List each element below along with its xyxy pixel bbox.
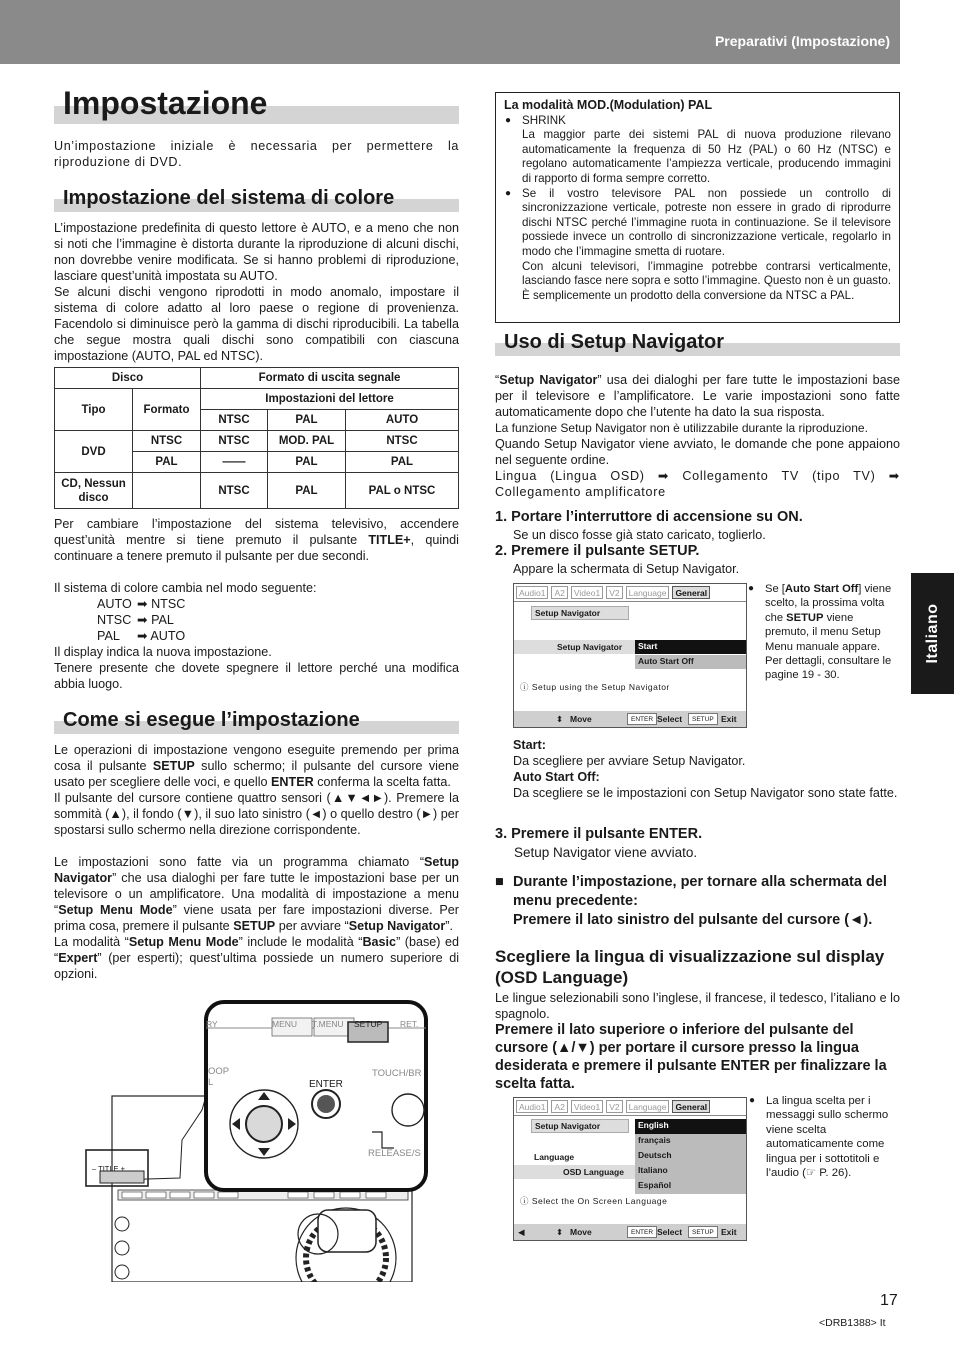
screen-info: ⓘ Setup using the Setup Navigator: [520, 682, 670, 692]
paragraph: Tenere presente che dovete spegnere il lettore perché una modifica abbia luogo.: [54, 661, 459, 691]
how-text: [54, 742, 459, 982]
paragraph: L’impostazione predefinita di questo lettore è AUTO, e a meno che non si noti che l’immagine è distorta durante la riproduzione di alcuni dischi, non dovrebbe venire modificata. Se si hanno problemi di riproduzione, lasciare quest’unità impostata su AUTO.: [54, 221, 459, 283]
paragraph: Le operazioni di impostazione vengono eseguite premendo per prima cosa il pulsante SETUP sullo schermo; il pulsante del cursore viene usato per scegliere delle voci, e quello ENTER conferma la scelta fatta.: [54, 743, 459, 789]
table-cell: PAL o NTSC: [346, 473, 459, 509]
color-system-change-text: [54, 516, 459, 692]
page-number: 17: [880, 1292, 898, 1309]
move-icon: ⬍: [556, 714, 564, 724]
setup-navigator-screen: [513, 583, 747, 728]
language-tab-label: Italiano: [924, 603, 941, 664]
tab-language[interactable]: Language: [626, 1100, 670, 1113]
device-label-setup: SETUP: [354, 1019, 383, 1029]
table-header: Disco: [55, 368, 201, 389]
arrow-icon: ➡: [137, 597, 148, 611]
osd-intro: Le lingue selezionabili sono l’inglese, il francese, il tedesco, l’italiano e lo spagnolo.: [495, 991, 900, 1021]
section-title: Preparativi (Impostazione): [714, 33, 890, 49]
step-1-sub: Se un disco fosse già stato caricato, toglierlo.: [513, 528, 766, 542]
osd-language-label: OSD Language: [563, 1167, 624, 1177]
tab-audio1[interactable]: Audio1: [516, 1100, 548, 1113]
paragraph: Il pulsante del cursore contiene quattro sensori (▲▼◄►). Premere la sommità (▲), il fondo (▼), il suo lato sinistro (◄) o quello destro (►) per spostarsi sullo schermo nella direzione corrispondente.: [54, 791, 459, 837]
step-3: 3. Premere il pulsante ENTER.: [495, 826, 703, 842]
table-cell: PAL: [346, 452, 459, 473]
info-icon: ⓘ: [520, 682, 532, 692]
cycle-item: NTSC ➡ PAL: [97, 613, 174, 627]
tab-a2[interactable]: A2: [551, 1100, 567, 1113]
language-option-french[interactable]: français: [635, 1134, 746, 1149]
tab-audio1[interactable]: Audio1: [516, 586, 548, 599]
how-heading-block: [54, 708, 459, 734]
device-label-menu: MENU: [272, 1019, 298, 1029]
header-band: [0, 0, 900, 64]
tab-general[interactable]: General: [672, 1100, 710, 1113]
screen-row-label: Setup Navigator: [557, 642, 623, 652]
arrow-icon: ➡: [137, 629, 148, 643]
step-2-sub: Appare la schermata di Setup Navigator.: [513, 562, 740, 576]
enter-key: ENTER: [627, 1226, 657, 1238]
table-cell: CD, Nessun disco: [55, 473, 133, 509]
setup-key: SETUP: [688, 713, 718, 725]
step-3-sub: Setup Navigator viene avviato.: [514, 845, 698, 860]
device-touch-label: TOUCH/BR: [372, 1068, 422, 1079]
device-release-label: RELEASE/S: [368, 1148, 421, 1159]
paragraph: Se alcuni dischi vengono riprodotti in modo anomalo, impostare il sistema di colore adatto al loro paese o regione di provenienza. Facendolo si diminuisce però la gamma di dischi riproducibili. La tabella che segue mostra quali dischi sono compatibili con ciascuna impostazione (AUTO, PAL ed NTSC).: [54, 285, 459, 363]
screen-footer: [514, 711, 746, 727]
tab-a2[interactable]: A2: [551, 586, 567, 599]
paragraph: Il sistema di colore cambia nel modo seguente:: [54, 581, 317, 595]
paragraph: Lingua (Lingua OSD) ➡ Collegamento TV (tipo TV) ➡ Collegamento amplificatore: [495, 469, 900, 499]
device-loop-label: OOP L: [208, 1066, 230, 1088]
navigator-heading: Uso di Setup Navigator: [504, 331, 725, 353]
left-arrow-icon: ◀: [518, 1227, 525, 1237]
table-header: Formato di uscita segnale: [201, 368, 459, 389]
move-icon: ⬍: [556, 1227, 564, 1237]
table-cell: PAL: [268, 473, 346, 509]
table-header: Impostazioni del lettore: [201, 389, 459, 410]
info-icon: ⓘ: [520, 1196, 532, 1206]
move-label: Move: [570, 714, 592, 724]
table-cell: ——: [201, 452, 268, 473]
tab-v2[interactable]: V2: [606, 586, 622, 599]
auto-start-note: ● Se [Auto Start Off] viene scelto, la prossima volta che SETUP viene premuto, il menu Setup Menu manuale appare. Per dettagli, consultare le pagine 19 - 30.: [747, 582, 900, 683]
paragraph: Il display indica la nuova impostazione.: [54, 645, 272, 659]
table-cell: NTSC: [201, 431, 268, 452]
cycle-list: [54, 596, 459, 644]
intro-paragraph: Un’impostazione iniziale è necessaria per permettere la riproduzione di DVD.: [54, 139, 459, 169]
language-side-tab: [911, 573, 954, 694]
language-option-italian[interactable]: Italiano: [635, 1164, 746, 1179]
step-1: 1. Portare l’interruttore di accensione su ON.: [495, 509, 803, 525]
start-desc: Da scegliere per avviare Setup Navigator.: [513, 754, 746, 768]
tab-video1[interactable]: Video1: [571, 1100, 603, 1113]
page-title-block: [54, 84, 459, 124]
device-label-ret: RET.: [400, 1019, 419, 1029]
table-cell: [133, 473, 201, 509]
paragraph: La funzione Setup Navigator non è utilizzabile durante la riproduzione.: [495, 421, 868, 435]
table-cell: NTSC: [201, 473, 268, 509]
table-cell: MOD. PAL: [268, 431, 346, 452]
table-cell: DVD: [55, 431, 133, 473]
table-cell: PAL: [268, 452, 346, 473]
navigator-text: [495, 372, 900, 500]
disc-format-table: [54, 367, 459, 509]
language-option-english[interactable]: English: [635, 1119, 746, 1134]
cycle-item: PAL ➡ AUTO: [97, 629, 186, 643]
table-header: PAL: [268, 410, 346, 431]
language-list: [635, 1119, 746, 1194]
square-bullet-icon: ■: [495, 874, 504, 890]
color-system-heading: Impostazione del sistema di colore: [63, 187, 395, 209]
exit-label: Exit: [721, 1227, 737, 1237]
tab-general[interactable]: General: [672, 586, 710, 599]
modulation-box-title: La modalità MOD.(Modulation) PAL: [504, 98, 713, 112]
language-option-spanish[interactable]: Español: [635, 1179, 746, 1194]
screen-tabs: [514, 1098, 746, 1116]
how-heading: Come si esegue l’impostazione: [63, 709, 360, 731]
modulation-item: ● SHRINK La maggior parte dei sistemi PAL di nuova produzione rilevano automaticamente la frequenza di 50 Hz (PAL) o 60 Hz (NTSC) e regolano automaticamente l’ampiezza verticale, producendo immagini di rapporto di forma sempre corretto.: [504, 114, 891, 187]
option-auto-start-off[interactable]: Auto Start Off: [635, 655, 746, 669]
osd-heading: Scegliere la lingua di visualizzazione sul display (OSD Language): [495, 947, 885, 987]
table-header: NTSC: [201, 410, 268, 431]
language-label: Language: [534, 1152, 575, 1162]
modulation-item: ● Se il vostro televisore PAL non possiede un controllo di sincronizzazione verticale, potreste non essere in grado di riprodurre dischi NTSC perché l’immagine ruota in continuazione. Se il televisore possiede invece un controllo di sincronizzazione verticale, regolarlo in modo che l’immagine smetta di ruotare. Con alcuni televisori, l’immagine potrebbe contrarsi verticalmente, lasciando fasce nere sopra e sotto l’immagine. Questo non è un guasto. È semplicemente un prodotto della conversione da NTSC a PAL.: [504, 187, 891, 304]
option-start[interactable]: Start: [635, 640, 746, 654]
table-cell: NTSC: [133, 431, 201, 452]
osd-instructions: Premere il lato superiore o inferiore del pulsante del cursore (▲/▼) per portare il cursore presso la lingua desiderata e premere il pulsante ENTER per finalizzare la scelta fatta.: [495, 1022, 887, 1092]
tab-language[interactable]: Language: [626, 586, 670, 599]
document-code: <DRB1388> It: [819, 1317, 886, 1329]
autostart-label: Auto Start Off:: [513, 770, 600, 784]
paragraph: Per cambiare l’impostazione del sistema televisivo, accendere quest’unità mentre si tiene premuto il pulsante TITLE+, quindi continuare a tenere premuto il pulsante per due secondi.: [54, 517, 459, 563]
start-label: Start:: [513, 738, 546, 752]
modulation-box: [495, 92, 900, 323]
table-header: Formato: [133, 389, 201, 431]
option-descriptions: [513, 737, 900, 801]
player-illustration: [82, 1000, 428, 1282]
back-note-line1: Durante l’impostazione, per tornare alla schermata del menu precedente:: [513, 874, 887, 909]
navigator-heading-block: [495, 330, 900, 356]
move-label: Move: [570, 1227, 592, 1237]
table-cell: PAL: [133, 452, 201, 473]
setup-key: SETUP: [688, 1226, 718, 1238]
paragraph: Quando Setup Navigator viene avviato, le domande che pone appaiono nel seguente ordine.: [495, 437, 900, 467]
enter-key: ENTER: [627, 713, 657, 725]
paragraph: Le impostazioni sono fatte via un programma chiamato “Setup Navigator” che usa dialoghi per fare tutte le impostazioni base per un televisore o un amplificatore. Una modalità di impostazione a menu “Setup Menu Mode” viene usata per fare impostazioni diverse. Per prima cosa, premere il pulsante SETUP per avviare “Setup Navigator”.: [54, 855, 459, 933]
back-note-line2: Premere il lato sinistro del pulsante del cursore (◄).: [513, 912, 873, 928]
device-title-label: – TITLE +: [92, 1164, 126, 1173]
screen-info: ⓘ Select the On Screen Language: [520, 1196, 668, 1206]
osd-note: ● La lingua scelta per i messaggi sullo schermo viene scelta automaticamente come lingua per i sottotitoli e l’audio (☞ P. 26).: [748, 1094, 898, 1180]
tab-v2[interactable]: V2: [606, 1100, 622, 1113]
screen-footer: [514, 1224, 746, 1240]
device-enter-label: ENTER: [309, 1079, 343, 1090]
arrow-icon: ➡: [137, 613, 148, 627]
screen-tabs: [514, 584, 746, 602]
table-header: Tipo: [55, 389, 133, 431]
paragraph: “Setup Navigator” usa dei dialoghi per fare tutte le impostazioni base per il televisore e l’amplificatore. Le varie impostazioni sono fatte automaticamente dopo che l’utente ha dato la sua risposta.: [495, 373, 900, 419]
select-label: Select: [657, 1227, 683, 1237]
step-2: 2. Premere il pulsante SETUP.: [495, 543, 700, 559]
page-title: Impostazione: [63, 85, 268, 121]
autostart-desc: Da scegliere se le impostazioni con Setup Navigator sono state fatte.: [513, 786, 898, 800]
device-label-tmenu: T.MENU: [312, 1019, 344, 1029]
osd-language-screen: [513, 1097, 747, 1241]
color-system-heading-block: [54, 186, 459, 212]
cycle-item: AUTO ➡ NTSC: [97, 597, 186, 611]
table-cell: NTSC: [346, 431, 459, 452]
screen-crumb: Setup Navigator: [531, 606, 629, 620]
select-label: Select: [657, 714, 683, 724]
screen-crumb: Setup Navigator: [531, 1119, 629, 1133]
paragraph: La modalità “Setup Menu Mode” include le modalità “Basic” (base) ed “Expert” (per esperti); quest’ultima possiede un numero superiore di opzioni.: [54, 935, 460, 981]
back-note: [495, 873, 900, 930]
color-system-text: [54, 220, 459, 364]
tab-video1[interactable]: Video1: [571, 586, 603, 599]
table-header: AUTO: [346, 410, 459, 431]
language-option-german[interactable]: Deutsch: [635, 1149, 746, 1164]
device-label-ry: RY: [206, 1019, 218, 1029]
exit-label: Exit: [721, 714, 737, 724]
